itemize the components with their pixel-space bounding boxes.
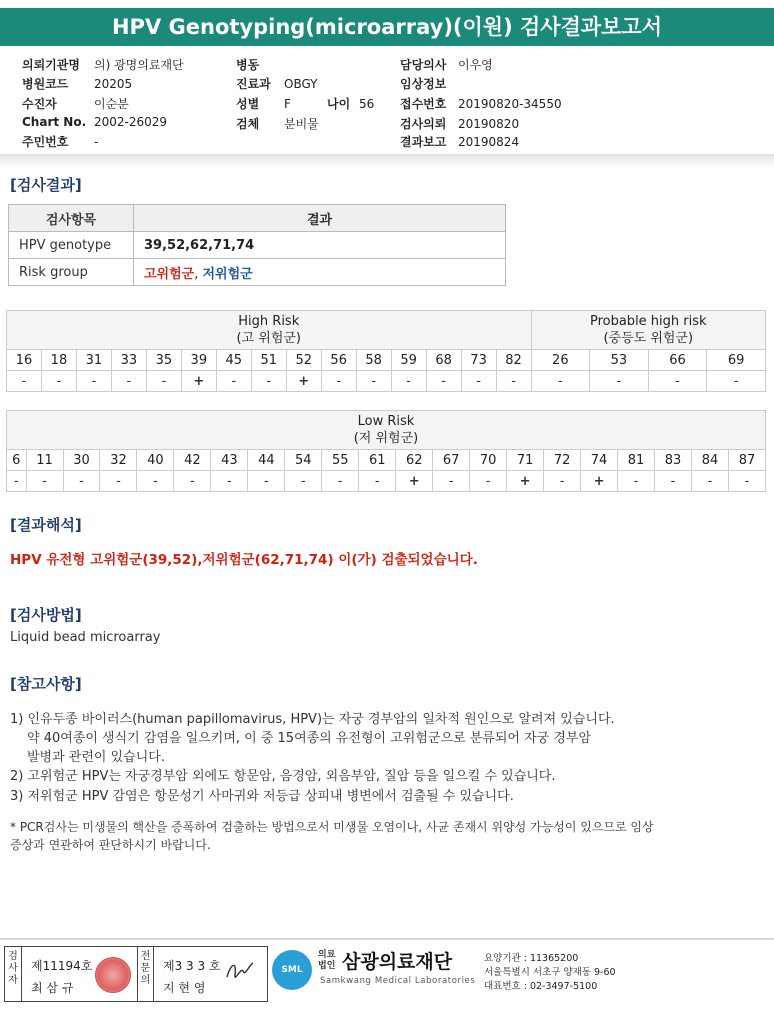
header-field-doctor: 담당의사 이우영: [400, 58, 493, 72]
header-field-resident-no: 주민번호 -: [22, 135, 99, 149]
type-cell: 55: [322, 450, 359, 471]
result-cell: -: [433, 471, 470, 492]
header-field-ward: 병동: [236, 58, 260, 72]
result-cell: -: [111, 371, 146, 392]
result-cell: -: [251, 371, 286, 392]
org-contact: [484, 952, 616, 994]
result-cell: -: [544, 471, 581, 492]
result-cell: -: [41, 371, 76, 392]
type-cell: 39: [181, 350, 216, 371]
header-field-hospital-code: 병원코드 20205: [22, 77, 133, 91]
risk-separator: ,: [194, 266, 203, 282]
header-field-institution: 의뢰기관명 의) 광명의료재단: [22, 58, 184, 72]
result-cell: -: [426, 371, 461, 392]
result-cell: -: [216, 371, 251, 392]
signature-box: [4, 946, 268, 1002]
result-value-risk: [134, 259, 506, 286]
result-cell: +: [286, 371, 321, 392]
high-risk-results-row: [7, 371, 766, 392]
result-cell: -: [648, 371, 707, 392]
org-name-ko: 삼광의료재단: [342, 951, 453, 973]
header-divider: [0, 154, 774, 168]
result-head-result: 결과: [134, 205, 506, 232]
result-cell: -: [359, 471, 396, 492]
note-1-line-3: 발병과 관련이 있습니다.: [27, 750, 165, 765]
type-cell: 84: [691, 450, 728, 471]
type-cell: 16: [7, 350, 42, 371]
org-address: 서울특별시 서초구 양재동 9-60: [484, 967, 616, 978]
result-cell: -: [211, 471, 248, 492]
header-field-request-date: 검사의뢰 20190820: [400, 117, 520, 131]
type-cell: 45: [216, 350, 251, 371]
type-cell: 26: [531, 350, 590, 371]
type-cell: 35: [146, 350, 181, 371]
type-cell: 69: [707, 350, 766, 371]
sml-logo-icon: SML: [272, 950, 312, 990]
high-risk-group-label: High Risk (고 위험군): [7, 311, 532, 350]
result-cell: +: [507, 471, 544, 492]
result-cell: -: [174, 471, 211, 492]
header-field-clinical-info: 임상정보: [400, 77, 447, 91]
type-cell: 68: [426, 350, 461, 371]
type-cell: 44: [248, 450, 285, 471]
header-field-report-date: 결과보고 20190824: [400, 135, 520, 149]
org-name-en: Samkwang Medical Laboratories: [320, 976, 476, 986]
inspector-seal-icon: [95, 957, 131, 993]
type-cell: 51: [251, 350, 286, 371]
result-row-risk: [9, 259, 506, 286]
result-cell: -: [691, 471, 728, 492]
result-row-genotype: [9, 232, 506, 259]
type-cell: 6: [7, 450, 27, 471]
result-cell: +: [581, 471, 618, 492]
header-field-chart-no: Chart No. 2002-26029: [22, 115, 168, 129]
org-prefix: 의료 법인: [318, 950, 336, 971]
type-cell: 72: [544, 450, 581, 471]
header-field-specimen: 검체 분비물: [236, 117, 319, 131]
result-cell: -: [391, 371, 426, 392]
result-cell: -: [321, 371, 356, 392]
section-title-method: [검사방법]: [10, 606, 82, 624]
type-cell: 73: [461, 350, 496, 371]
result-cell: -: [531, 371, 590, 392]
result-cell: -: [63, 471, 100, 492]
high-risk-types-row: [7, 350, 766, 371]
result-cell: -: [146, 371, 181, 392]
result-cell: -: [618, 471, 655, 492]
pcr-note-line-2: 증상과 연관하여 판단하시기 바랍니다.: [10, 838, 211, 852]
type-cell: 53: [590, 350, 649, 371]
inspector-label: 검 사 자: [5, 947, 22, 1001]
result-cell: -: [728, 471, 765, 492]
result-value-genotype: 39,52,62,71,74: [134, 232, 506, 259]
type-cell: 71: [507, 450, 544, 471]
result-table-header: [9, 205, 506, 232]
low-risk-types-row: [7, 450, 766, 471]
header-field-patient: 수진자 이순분: [22, 97, 129, 111]
result-cell: -: [496, 371, 531, 392]
section-title-notes: [참고사항]: [10, 675, 82, 693]
type-cell: 52: [286, 350, 321, 371]
type-cell: 18: [41, 350, 76, 371]
type-cell: 42: [174, 450, 211, 471]
probable-high-risk-group-label: Probable high risk (중등도 위험군): [531, 311, 765, 350]
type-cell: 62: [396, 450, 433, 471]
type-cell: 11: [26, 450, 63, 471]
type-cell: 74: [581, 450, 618, 471]
result-cell: -: [7, 371, 42, 392]
type-cell: 56: [321, 350, 356, 371]
low-risk-group-row: [7, 411, 766, 450]
method-text: Liquid bead microarray: [10, 630, 161, 645]
result-cell: -: [655, 471, 692, 492]
result-cell: -: [470, 471, 507, 492]
result-head-item: 검사항목: [9, 205, 134, 232]
result-cell: -: [7, 471, 27, 492]
risk-high-badge: 고위험군: [144, 266, 195, 282]
specialist-signature-icon: [223, 957, 259, 987]
report-title: HPV Genotyping(microarray)(이원) 검사결과보고서: [0, 8, 774, 46]
header-field-department: 진료과 OBGY: [236, 77, 318, 91]
result-cell: +: [396, 471, 433, 492]
low-risk-grid: [6, 410, 766, 492]
note-2: 2) 고위험군 HPV는 자궁경부암 외에도 항문암, 음경암, 외음부암, 질암 등을 일으킬 수 있습니다.: [10, 769, 556, 784]
result-cell: -: [707, 371, 766, 392]
footer-divider: [0, 938, 774, 940]
section-title-interpretation: [결과해석]: [10, 516, 82, 534]
result-cell: -: [100, 471, 137, 492]
type-cell: 70: [470, 450, 507, 471]
result-cell: -: [590, 371, 649, 392]
note-1-line-2: 약 40여종이 생식기 감염을 일으키며, 이 중 15여종의 유전형이 고위험군으로 분류되어 자궁 경부암: [27, 731, 592, 746]
type-cell: 81: [618, 450, 655, 471]
header-field-sex: 성별 F: [236, 97, 291, 111]
risk-low-badge: 저위험군: [202, 266, 253, 282]
type-cell: 43: [211, 450, 248, 471]
type-cell: 31: [76, 350, 111, 371]
type-cell: 61: [359, 450, 396, 471]
type-cell: 33: [111, 350, 146, 371]
interpretation-text: HPV 유전형 고위험군(39,52),저위험군(62,71,74) 이(가) 검출되었습니다.: [10, 552, 478, 568]
note-1-line-1: 1) 인유두종 바이러스(human papillomavirus, HPV)는 자궁 경부암의 일차적 원인으로 알려져 있습니다.: [10, 712, 615, 727]
note-3: 3) 저위험군 HPV 감염은 항문성기 사마귀와 저등급 상피내 병변에서 검출될 수 있습니다.: [10, 789, 514, 804]
specialist-license-no: 제3 3 3 호: [163, 959, 221, 973]
result-cell: -: [137, 471, 174, 492]
type-cell: 32: [100, 450, 137, 471]
result-label-risk: Risk group: [9, 259, 134, 286]
specialist-name: 지 현 영: [163, 981, 206, 995]
org-code: 요양기관 : 11365200: [484, 953, 579, 964]
result-cell: -: [461, 371, 496, 392]
inspector-license-no: 제11194호: [31, 959, 93, 973]
result-table: [8, 204, 506, 286]
type-cell: 83: [655, 450, 692, 471]
low-risk-results-row: [7, 471, 766, 492]
result-cell: -: [26, 471, 63, 492]
result-cell: +: [181, 371, 216, 392]
type-cell: 67: [433, 450, 470, 471]
result-cell: -: [285, 471, 322, 492]
type-cell: 30: [63, 450, 100, 471]
type-cell: 59: [391, 350, 426, 371]
low-risk-group-label: Low Risk (저 위험군): [7, 411, 766, 450]
pcr-note-line-1: * PCR검사는 미생물의 핵산을 증폭하여 검출하는 방법으로서 미생물 오염이나, 사균 존재시 위양성 가능성이 있으므로 임상: [10, 820, 654, 834]
org-phone: 대표번호 : 02-3497-5100: [484, 981, 598, 992]
result-cell: -: [76, 371, 111, 392]
specialist-label: 전 문 의: [137, 947, 154, 1001]
result-cell: -: [356, 371, 391, 392]
type-cell: 54: [285, 450, 322, 471]
type-cell: 87: [728, 450, 765, 471]
high-risk-group-row: [7, 311, 766, 350]
header-field-receipt-no: 접수번호 20190820-34550: [400, 97, 562, 111]
type-cell: 82: [496, 350, 531, 371]
header-field-age: 나이 56: [327, 97, 375, 111]
result-cell: -: [248, 471, 285, 492]
inspector-name: 최 삼 규: [31, 981, 74, 995]
high-risk-grid: [6, 310, 766, 392]
type-cell: 58: [356, 350, 391, 371]
result-label-genotype: HPV genotype: [9, 232, 134, 259]
result-cell: -: [322, 471, 359, 492]
section-title-result: [검사결과]: [10, 176, 82, 194]
type-cell: 40: [137, 450, 174, 471]
type-cell: 66: [648, 350, 707, 371]
